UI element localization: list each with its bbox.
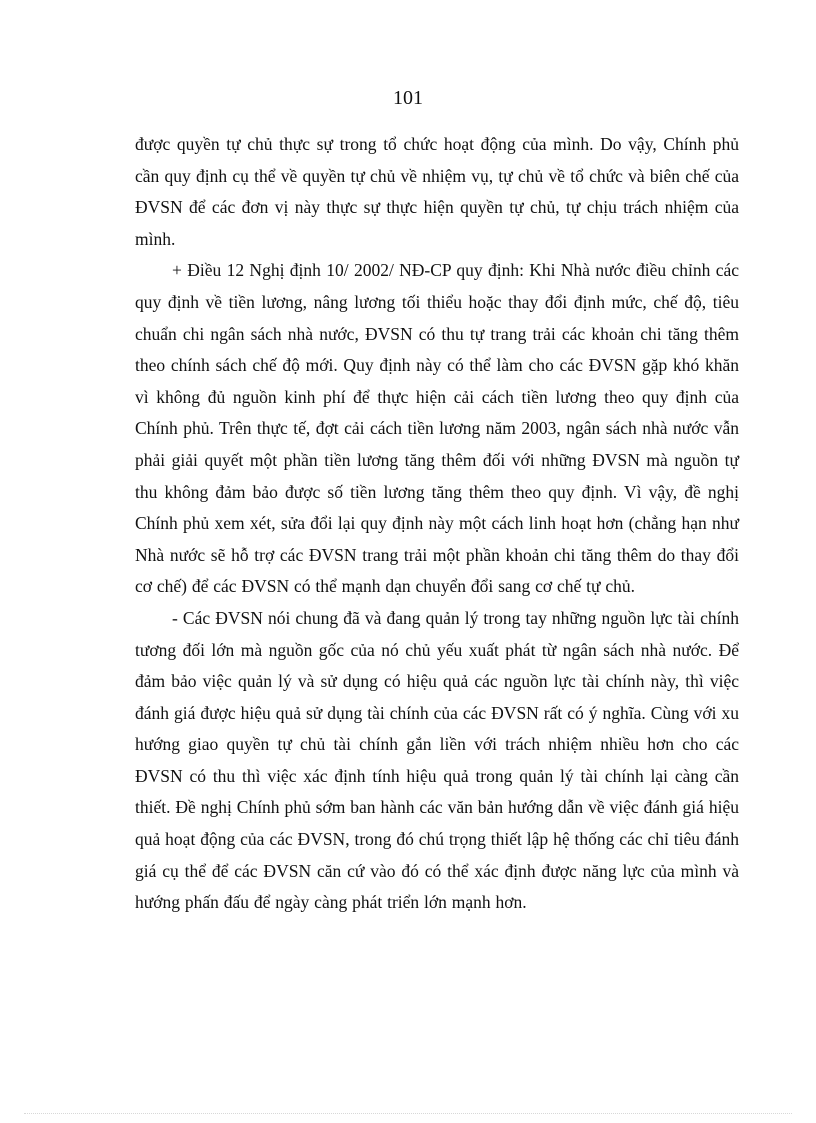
paragraph-article-12: + Điều 12 Nghị định 10/ 2002/ NĐ-CP quy định: Khi Nhà nước điều chỉnh các quy định về tiền lương, nâng lương tối thiểu hoặc thay đổi định mức, chế độ, tiêu chuẩn chi ngân sách nhà nước, ĐVSN có thu tự trang trải các khoản chi tăng thêm theo chính sách chế độ mới. Quy định này có thể làm cho các ĐVSN gặp khó khăn vì không đủ nguồn kinh phí để thực hiện cải cách tiền lương theo quy định của Chính phủ. Trên thực tế, đợt cải cách tiền lương năm 2003, ngân sách nhà nước vẫn phải giải quyết một phần tiền lương tăng thêm đối với những ĐVSN mà nguồn tự thu không đảm bảo được số tiền lương tăng thêm theo quy định. Vì vậy, đề nghị Chính phủ xem xét, sửa đổi lại quy định này một cách linh hoạt hơn (chẳng hạn như Nhà nước sẽ hỗ trợ các ĐVSN trang trải một phần khoản chi tăng thêm do thay đổi cơ chế) để các ĐVSN có thể mạnh dạn chuyển đổi sang cơ chế tự chủ. bbox=[135, 260, 739, 597]
paragraph-autonomy-continuation: được quyền tự chủ thực sự trong tổ chức hoạt động của mình. Do vậy, Chính phủ cần quy định cụ thể về quyền tự chủ về nhiệm vụ, tự chủ về tổ chức và biên chế của ĐVSN để các đơn vị này thực sự thực hiện quyền tự chủ, tự chịu trách nhiệm của mình. bbox=[135, 134, 739, 249]
page-bottom-divider bbox=[24, 1113, 792, 1114]
document-body bbox=[135, 129, 739, 919]
page-number: 101 bbox=[393, 87, 423, 109]
paragraph-financial-efficiency: - Các ĐVSN nói chung đã và đang quản lý trong tay những nguồn lực tài chính tương đối lớn mà nguồn gốc của nó chủ yếu xuất phát từ ngân sách nhà nước. Để đảm bảo việc quản lý và sử dụng có hiệu quả các nguồn lực tài chính này, thì việc đánh giá được hiệu quả sử dụng tài chính của các ĐVSN rất có ý nghĩa. Cùng với xu hướng giao quyền tự chủ tài chính gắn liền với trách nhiệm nhiều hơn cho các ĐVSN có thu thì việc xác định tính hiệu quả trong quản lý tài chính lại càng cần thiết. Đề nghị Chính phủ sớm ban hành các văn bản hướng dẫn về việc đánh giá hiệu quả hoạt động của các ĐVSN, trong đó chú trọng thiết lập hệ thống các chỉ tiêu đánh giá cụ thể để các ĐVSN căn cứ vào đó có thể xác định được năng lực của mình và hướng phấn đấu để ngày càng phát triển lớn mạnh hơn. bbox=[135, 607, 739, 913]
